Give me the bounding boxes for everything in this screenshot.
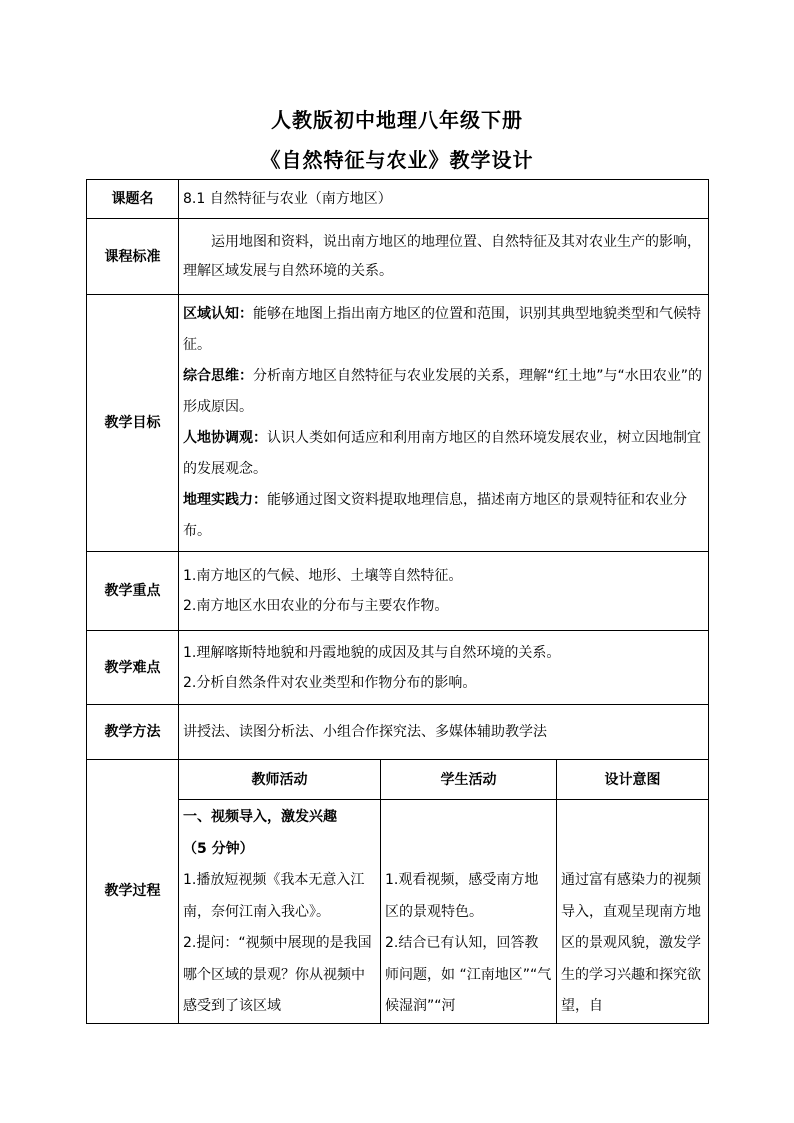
objective-item: 人地协调观：认识人类如何适应和利用南方地区的自然环境发展农业，树立因地制宜的发展观念。 — [183, 430, 701, 477]
student-step-1: 1.观看视频，感受南方地区的景观特色。 — [385, 872, 539, 920]
key-point-item: 1.南方地区的气候、地形、土壤等自然特征。 — [183, 568, 463, 584]
label-topic: 课题名 — [87, 180, 179, 219]
header-design-intent: 设计意图 — [557, 760, 709, 800]
document-subtitle: 《自然特征与农业》教学设计 — [260, 148, 534, 172]
row-objectives — [87, 295, 709, 552]
row-methods — [87, 705, 709, 760]
teacher-step-2: 2.提问：“视频中展现的是我国哪个区域的景观？你从视频中感受到了该区域 — [183, 935, 372, 1014]
design-intent-text: 通过富有感染力的视频导入，直观呈现南方地区的景观风貌，激发学生的学习兴趣和探究欲望，自 — [561, 872, 701, 1014]
label-standard: 课程标准 — [87, 219, 179, 295]
objective-item: 地理实践力：能够通过图文资料提取地理信息，描述南方地区的景观特征和农业分布。 — [183, 492, 687, 539]
key-point-item: 2.南方地区水田农业的分布与主要农作物。 — [183, 598, 449, 614]
topic-value: 8.1 自然特征与农业（南方地区） — [179, 180, 709, 219]
standard-text: 运用地图和资料，说出南方地区的地理位置、自然特征及其对农业生产的影响，理解区域发展与自然环境的关系。 — [183, 233, 701, 279]
row-process-body — [87, 800, 709, 1024]
label-process: 教学过程 — [87, 760, 179, 1024]
label-objectives: 教学目标 — [87, 295, 179, 552]
row-key-points — [87, 552, 709, 631]
teacher-step-1: 1.播放短视频《我本无意入江南，奈何江南入我心》。 — [183, 872, 365, 920]
difficulty-item: 2.分析自然条件对农业类型和作物分布的影响。 — [183, 674, 477, 691]
label-key-points: 教学重点 — [87, 552, 179, 631]
header-student-activity: 学生活动 — [381, 760, 557, 800]
difficulty-item: 1.理解喀斯特地貌和丹霞地貌的成因及其与自然环境的关系。 — [183, 644, 561, 661]
student-activity-cell — [381, 800, 557, 1024]
row-difficulties — [87, 631, 709, 705]
row-topic — [87, 180, 709, 219]
header-teacher-activity: 教师活动 — [179, 760, 381, 800]
label-methods: 教学方法 — [87, 705, 179, 760]
row-process-header — [87, 760, 709, 800]
lesson-plan-table — [86, 179, 709, 1024]
methods-value: 讲授法、读图分析法、小组合作探究法、多媒体辅助教学法 — [179, 705, 709, 760]
document-title: 人教版初中地理八年级下册 — [271, 108, 523, 132]
student-step-2: 2.结合已有认知，回答教师问题，如 “江南地区”“气候湿润”“河 — [385, 935, 552, 1014]
section-duration: （5 分钟） — [183, 840, 254, 857]
objective-item: 区域认知：能够在地图上指出南方地区的位置和范围，识别其典型地貌类型和气候特征。 — [183, 306, 701, 353]
section-title: 一、视频导入，激发兴趣 — [183, 809, 337, 825]
teacher-activity-cell — [179, 800, 381, 1024]
label-difficulties: 教学难点 — [87, 631, 179, 705]
row-standard — [87, 219, 709, 295]
objective-item: 综合思维：分析南方地区自然特征与农业发展的关系，理解“红土地”与“水田农业”的形成原因。 — [183, 368, 703, 415]
design-intent-cell — [557, 800, 709, 1024]
